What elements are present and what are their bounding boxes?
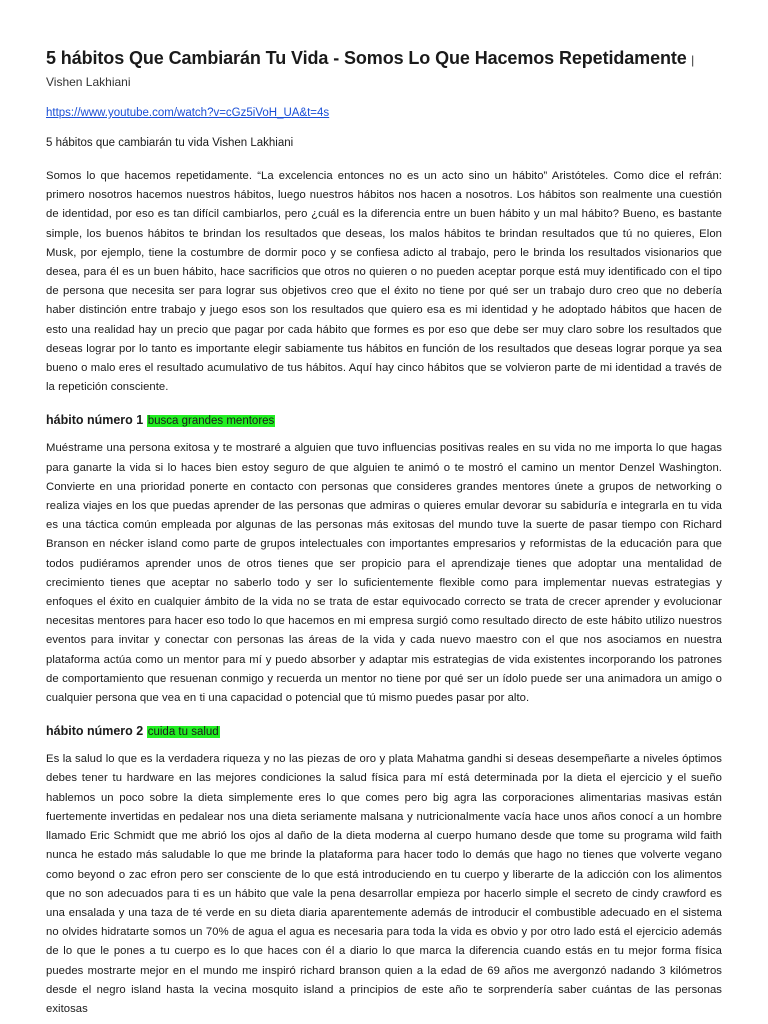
youtube-link[interactable]: https://www.youtube.com/watch?v=cGz5iVoH_UA&t=4s — [46, 107, 330, 119]
habit-1-prefix: hábito número 1 — [46, 413, 144, 428]
intro-paragraph: Somos lo que hacemos repetidamente. “La excelencia entonces no es un acto sino un hábito” Aristóteles. Como dice el refrán: primero nosotros hacemos nuestros hábitos, luego nuestros hábitos nos hacen a nosotros. Los hábitos son realmente una cuestión de identidad, por eso es tan difícil cambiarlos, pero ¿cuál es la diferencia entre un buen hábito y un mal hábito? Bueno, es bastante simple, los buenos hábitos te brindan los resultados que deseas, los malos hábitos te brindan resultados que tú no quieres, Elon Musk, por ejemplo, tiene la costumbre de dormir poco y se confiesa adicto al trabajo, pero le brinda los resultados visionarios que desea, para él es un buen hábito, hace sacrificios que otros no quieren o no pueden aceptar porque está muy identificado con el tipo de persona que necesita ser para lograr sus objetivos creo que el éxito no tiene por qué ser un trabajo duro creo que no debería haber distinción entre trabajo y juego esos son los resultados que quiero esa es mi identidad y he adoptado hábitos que hacen de esto una realidad hay un precio que pagar por cada hábito que formes es por eso que debe ser muy claro sobre los resultados que deseas lograr por lo tanto es importante elegir sabiamente tus hábitos en función de los resultados que deseas lograr porque ya sea bueno o malo eres el resultado acumulativo de tus hábitos. Aquí hay cinco hábitos que se volvieron parte de mi identidad a través de la repetición consciente. — [46, 170, 722, 394]
title-block — [46, 48, 722, 93]
habit-2-heading — [46, 724, 722, 738]
habit-2-prefix: hábito número 2 — [46, 724, 144, 739]
title-separator: | — [691, 53, 695, 67]
document-title: 5 hábitos Que Cambiarán Tu Vida - Somos Lo Que Hacemos Repetidamente — [46, 48, 687, 68]
author-name: Vishen Lakhiani — [46, 75, 131, 89]
habit-2-highlight: cuida tu salud — [147, 726, 219, 739]
habit-2-paragraph: Es la salud lo que es la verdadera riqueza y no las piezas de oro y plata Mahatma gandhi si deseas desempeñarte a niveles óptimos debes tener tu hardware en las mejores condiciones la salud física para mí está determinada por la dieta el ejercicio y el sueño hablemos un poco sobre la dieta simplemente eres lo que comes pero big agra las corporaciones alimentarias masivas están fuertemente invertidas en pedalear nos una dieta seriamente malsana y nutricionalmente vacía hace unos años conocí a un hombre llamado Eric Schmidt que me abrió los ojos al daño de la dieta moderna al cuerpo humano desde que tome su programa wild faith nunca he estado más saludable lo que me brinde la plataforma para hacer todo lo demás que hago no tienes que volverte vegano como beyond o zac efron pero ser consciente de lo que está introduciendo en tu cuerpo y liberarte de la adicción con los alimentos que no son adecuados para ti es un hábito que vale la pena desarrollar empieza por hacerlo simple el secreto de cindy crawford es una ensalada y una taza de té verde en su dieta diaria aparentemente además de introducir el combustible adecuado en el sistema no olvides hidratarte somos un 70% de agua el agua es necesaria para toda la vida es obvio y por otro lado está el ejercicio además de lo que le pones a tu cuerpo es lo que haces con él a diario lo que marca la diferencia cuando estás en tu mejor forma física puedes mostrarte mejor en el mundo me inspiró richard branson quien a la edad de 69 años me avergonzó nadando 3 kilómetros desde el negro island hasta la vecina mosquito island a principios de este año te sorprendería saber cuántas de las personas exitosas — [46, 753, 722, 1015]
habit-1-paragraph: Muéstrame una persona exitosa y te mostraré a alguien que tuvo influencias positivas reales en su vida no me importa lo que hagas para ganarte la vida si lo haces bien estoy seguro de que alguien te animó o te mostró el camino un mentor Denzel Washington. Convierte en una prioridad ponerte en contacto con personas que consideres grandes mentores únete a grupos de networking o realiza viajes en los que puedas aprender de las personas que admiras o quieres emular devorar su sabiduría e integrarla en tu vida es una táctica común empleada por algunas de las personas más exitosas del mundo tuve la suerte de pasar tiempo con Richard Branson en nécker island como parte de grupos intelectuales con importantes empresarios y reformistas de la educación para que todos pudiéramos aprender unos de otros tienes que ser propicio para el aprendizaje tienes que adoptar una mentalidad de crecimiento tienes que aceptar no saberlo todo y ser lo suficientemente flexible como para implementar nuevas estrategias y enfoques el éxito en cualquier ámbito de la vida no se trata de estar equivocado correcto se trata de crecer aprender y evolucionar necesitas mentores para hacer eso todo lo que hacemos en mi empresa surgió como resultado directo de este hábito utilizo nuestros eventos para invitar y conectar con personas las áreas de la vida y cada nuevo maestro con el que nos asociamos en nuestra plataforma actúa como un mentor para mí y puedo absorber y adaptar mis estrategias de vida existentes incorporando los patrones de comportamiento que resuenan conmigo y recuerda un mentor no tiene por qué ser un ídolo puede ser una animadora un amigo o cualquier persona que vea en ti una capacidad o potencial que tú mismo puedes pasar por alto. — [46, 442, 722, 705]
document-subtitle: 5 hábitos que cambiarán tu vida Vishen Lakhiani — [46, 137, 294, 149]
habit-1-heading — [46, 413, 722, 427]
habit-1-highlight: busca grandes mentores — [147, 415, 275, 428]
